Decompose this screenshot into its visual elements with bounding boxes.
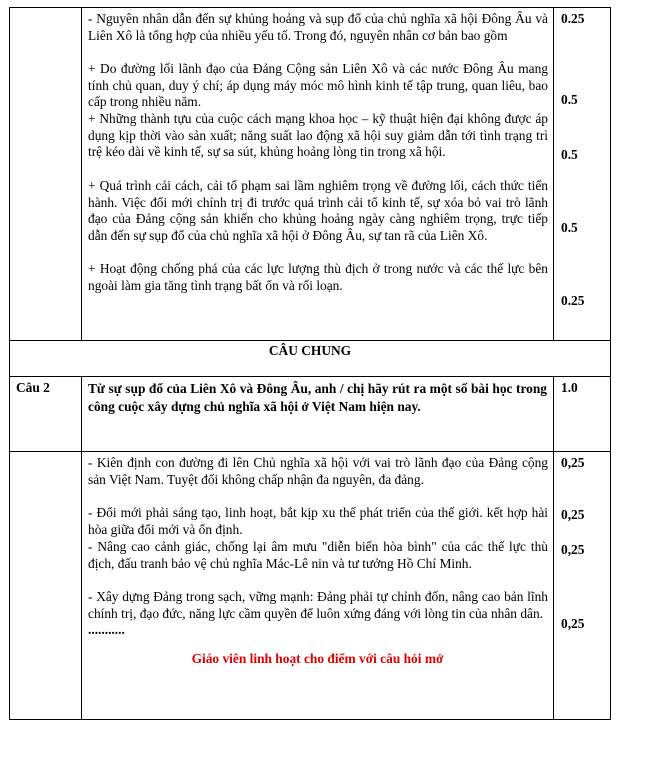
section-heading-cell (10, 341, 611, 377)
question-text-cell (82, 377, 554, 452)
score: 0.5 (561, 147, 578, 162)
score: 0.25 (561, 293, 585, 308)
table-row (10, 341, 611, 377)
content-cell (82, 8, 554, 341)
question-label-cell (10, 377, 82, 452)
score: 0.25 (561, 11, 585, 26)
paragraph: - Nâng cao cảnh giác, chống lại âm mưu "diễn biến hòa bình" của các thế lực thù địch, đấu tranh bảo vệ chủ nghĩa Mác-Lê nin và tư tưởng Hồ Chí Minh. (88, 539, 548, 571)
paragraph: + Quá trình cải cách, cải tổ phạm sai lầm nghiêm trọng về đường lối, cách thức tiến hành. Việc đổi mới chính trị đi trước quá trình cải tổ kinh tế, sự xóa bỏ vai trò lãnh đạo của Đảng cộng sản khiến cho khủng hoảng ngày càng nghiêm trọng, trực tiếp dẫn đến sự sụp đổ của chủ nghĩa xã hội ở Đông Âu, sự tan rã của Liên Xô. (88, 178, 548, 243)
score: 0,25 (561, 507, 585, 522)
content-cell (82, 452, 554, 720)
table-row (10, 377, 611, 452)
paragraph: + Hoạt động chống phá của các lực lượng thù địch ở trong nước và các thế lực bên ngoài làm gia tăng tình trạng bất ổn và rối loạn. (88, 261, 548, 293)
question-score: 1.0 (561, 380, 578, 395)
table-row (10, 452, 611, 720)
empty-label-cell (10, 8, 82, 341)
paragraph: - Đổi mới phải sáng tạo, linh hoạt, bắt kịp xu thế phát triển của thế giới. kết hợp hài hòa giữa đổi mới và ổn định. (88, 505, 548, 537)
paragraph: + Những thành tựu của cuộc cách mạng khoa học – kỹ thuật hiện đại không được áp dụng kịp thời vào sản xuất; năng suất lao động xã hội suy giảm dẫn tới tình trạng trì trệ kéo dài về kinh tế, sự sa sút, khủng hoảng lòng tin trong xã hội. (88, 111, 548, 160)
paragraph: - Kiên định con đường đi lên Chủ nghĩa xã hội với vai trò lãnh đạo của Đảng cộng sản Việt Nam. Tuyệt đối không chấp nhận đa nguyên, đa đảng. (88, 455, 548, 487)
teacher-note: Giáo viên linh hoạt cho điểm với câu hỏi mở (191, 650, 444, 666)
paragraph: - Nguyên nhân dẫn đến sự khủng hoảng và sụp đổ của chủ nghĩa xã hội Đông Âu và Liên Xô là tổng hợp của nhiều yếu tố. Trong đó, nguyên nhân cơ bản bao gồm (88, 11, 548, 43)
score: 0,25 (561, 455, 585, 470)
score: 0,25 (561, 542, 585, 557)
answer-key-table (9, 7, 611, 720)
empty-label-cell (10, 452, 82, 720)
paragraph: - Xây dựng Đảng trong sạch, vững mạnh: Đảng phải tự chỉnh đốn, nâng cao bản lĩnh chính trị, đạo đức, năng lực cầm quyền để luôn xứng đáng với lòng tin của nhân dân. (88, 589, 548, 621)
score: 0.5 (561, 92, 578, 107)
question-text: Từ sự sụp đổ của Liên Xô và Đông Âu, anh / chị hãy rút ra một số bài học trong công cuộc xây dựng chủ nghĩa xã hội ở Việt Nam hiện nay. (88, 381, 547, 414)
section-title: CÂU CHUNG (268, 343, 352, 358)
score-cell (554, 8, 611, 341)
table-row (10, 8, 611, 341)
score: 0,25 (561, 616, 585, 631)
ellipsis: ........... (88, 622, 125, 638)
paragraph: + Do đường lối lãnh đạo của Đảng Cộng sản Liên Xô và các nước Đông Âu mang tính chủ quan, duy ý chí; áp dụng máy móc mô hình kinh tế tập trung, quan liêu, bao cấp trong nhiều năm. (88, 61, 548, 110)
score: 0.5 (561, 220, 578, 235)
score-cell (554, 452, 611, 720)
question-score-cell (554, 377, 611, 452)
question-label: Câu 2 (16, 380, 50, 395)
